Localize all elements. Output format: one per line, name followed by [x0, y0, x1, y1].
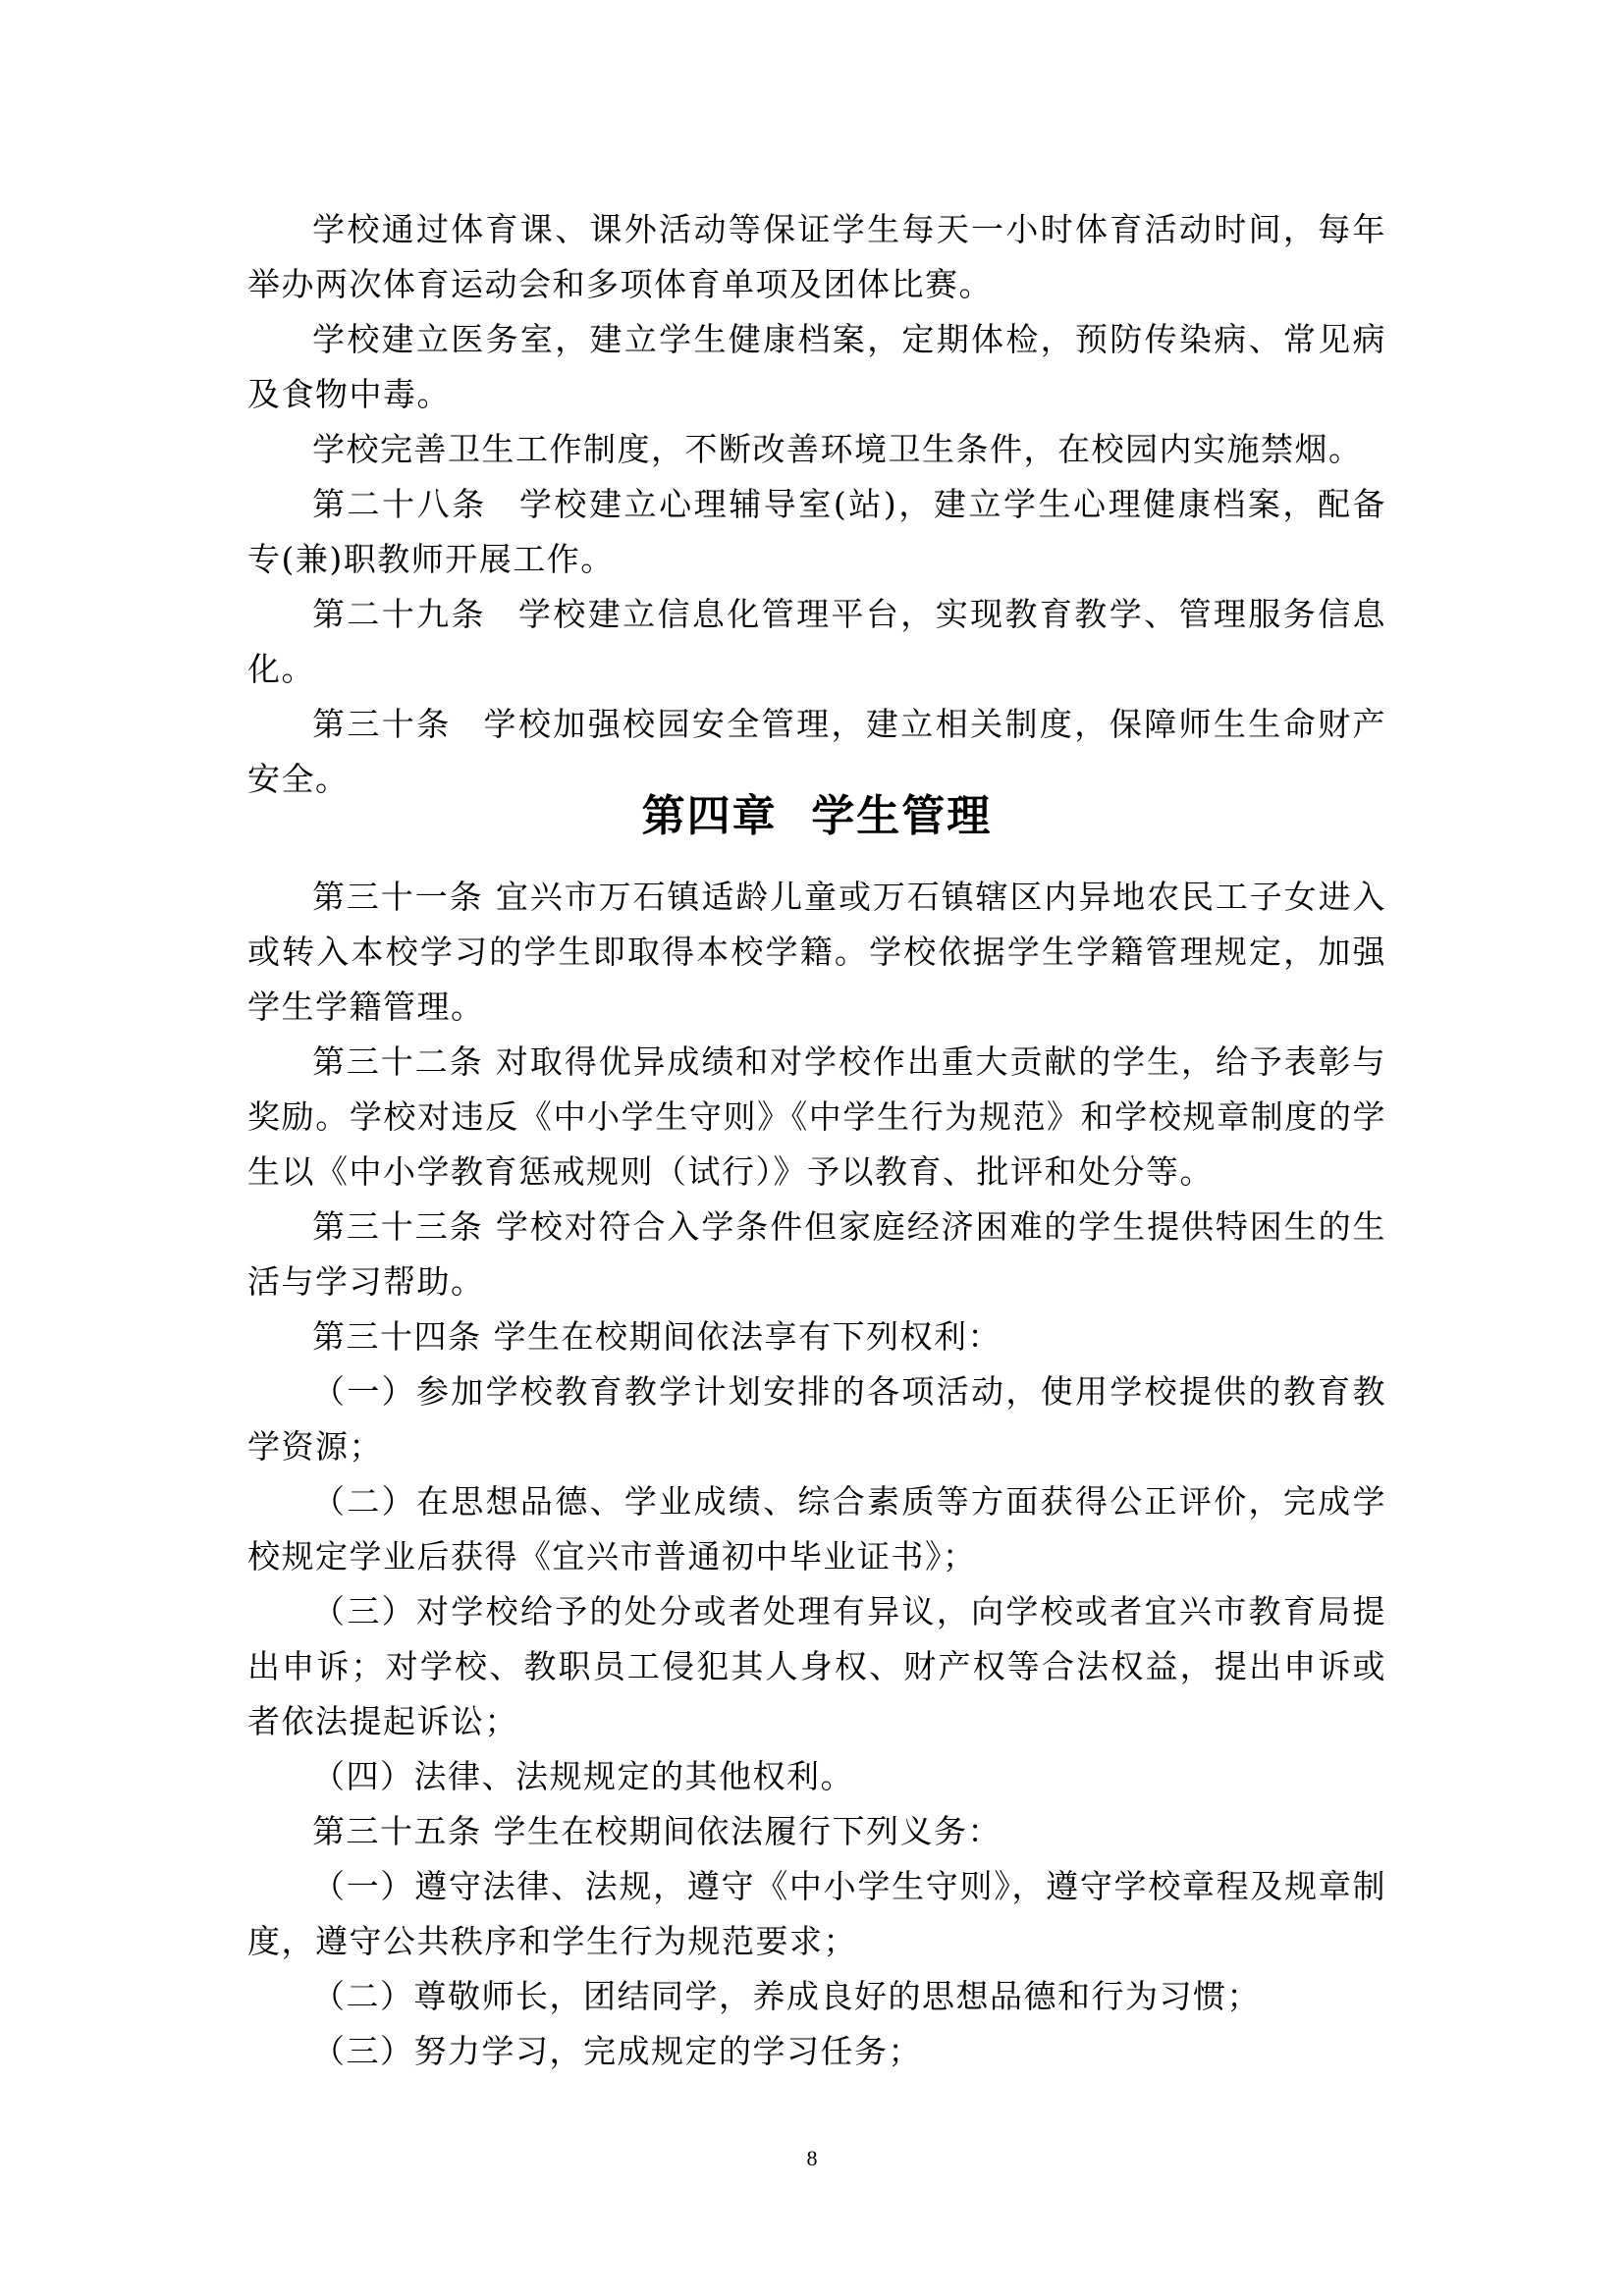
paragraph: （二）在思想品德、学业成绩、综合素质等方面获得公正评价，完成学校规定学业后获得《宜兴市普通初中毕业证书》；: [247, 1482, 1386, 1575]
paragraph: 第三十四条 学生在校期间依法享有下列权利：: [312, 1317, 1001, 1356]
paragraph: （二）尊敬师长，团结同学，养成良好的思想品德和行为习惯；: [312, 1977, 1261, 2015]
paragraph: 学校通过体育课、课外活动等保证学生每天一小时体育活动时间，每年举办两次体育运动会和多项体育单项及团体比赛。: [247, 210, 1386, 303]
section-top: [247, 202, 1386, 807]
article-text: 学校建立信息化管理平台，实现教育教学、管理服务信息化。: [247, 595, 1386, 688]
article-text: 学校加强校园安全管理，建立相关制度，保障师生生命财产安全。: [247, 705, 1387, 798]
paragraph: 学校建立医务室，建立学生健康档案，定期体检，预防传染病、常见病及食物中毒。: [247, 320, 1386, 413]
paragraph: 学校完善卫生工作制度，不断改善环境卫生条件，在校园内实施禁烟。: [312, 430, 1363, 468]
article-text: 学校建立心理辅导室(站)，建立学生心理健康档案，配备专(兼)职教师开展工作。: [247, 485, 1387, 578]
paragraph: （一）遵守法律、法规，遵守《中小学生守则》，遵守学校章程及规章制度，遵守公共秩序和学生行为规范要求；: [247, 1867, 1386, 1960]
paragraph: （四）法律、法规规定的其他权利。: [312, 1757, 854, 1795]
paragraph: 第三十一条 宜兴市万石镇适龄儿童或万石镇辖区内异地农民工子女进入或转入本校学习的学生即取得本校学籍。学校依据学生学籍管理规定，加强学生学籍管理。: [247, 878, 1386, 1026]
article-paragraph: [247, 587, 1386, 697]
article-label: 第二十八条: [312, 485, 487, 523]
paragraph: 第三十二条 对取得优异成绩和对学校作出重大贡献的学生，给予表彰与奖励。学校对违反《中小学生守则》《中学生行为规范》和学校规章制度的学生以《中小学教育惩戒规则（试行）》予以教育、批评和处分等。: [247, 1042, 1386, 1191]
chapter-title: 第四章 学生管理: [641, 791, 993, 841]
paragraph: （三）努力学习，完成规定的学习任务；: [312, 2032, 922, 2070]
paragraph: （三）对学校给予的处分或者处理有异议，向学校或者宜兴市教育局提出申诉；对学校、教职员工侵犯其人身权、财产权等合法权益，提出申诉或者依法提起诉讼；: [247, 1592, 1386, 1740]
article-paragraph: [247, 477, 1386, 587]
section-main: [247, 870, 1386, 2079]
page-number: 8: [806, 2146, 818, 2170]
paragraph: 第三十五条 学生在校期间依法履行下列义务：: [312, 1812, 1001, 1850]
article-label: 第二十九条: [312, 595, 486, 633]
paragraph: 第三十三条 学校对符合入学条件但家庭经济困难的学生提供特困生的生活与学习帮助。: [247, 1207, 1386, 1301]
article-label: 第三十条: [312, 705, 452, 743]
paragraph: （一）参加学校教育教学计划安排的各项活动，使用学校提供的教育教学资源；: [247, 1372, 1386, 1466]
chapter-heading: [247, 787, 1386, 846]
